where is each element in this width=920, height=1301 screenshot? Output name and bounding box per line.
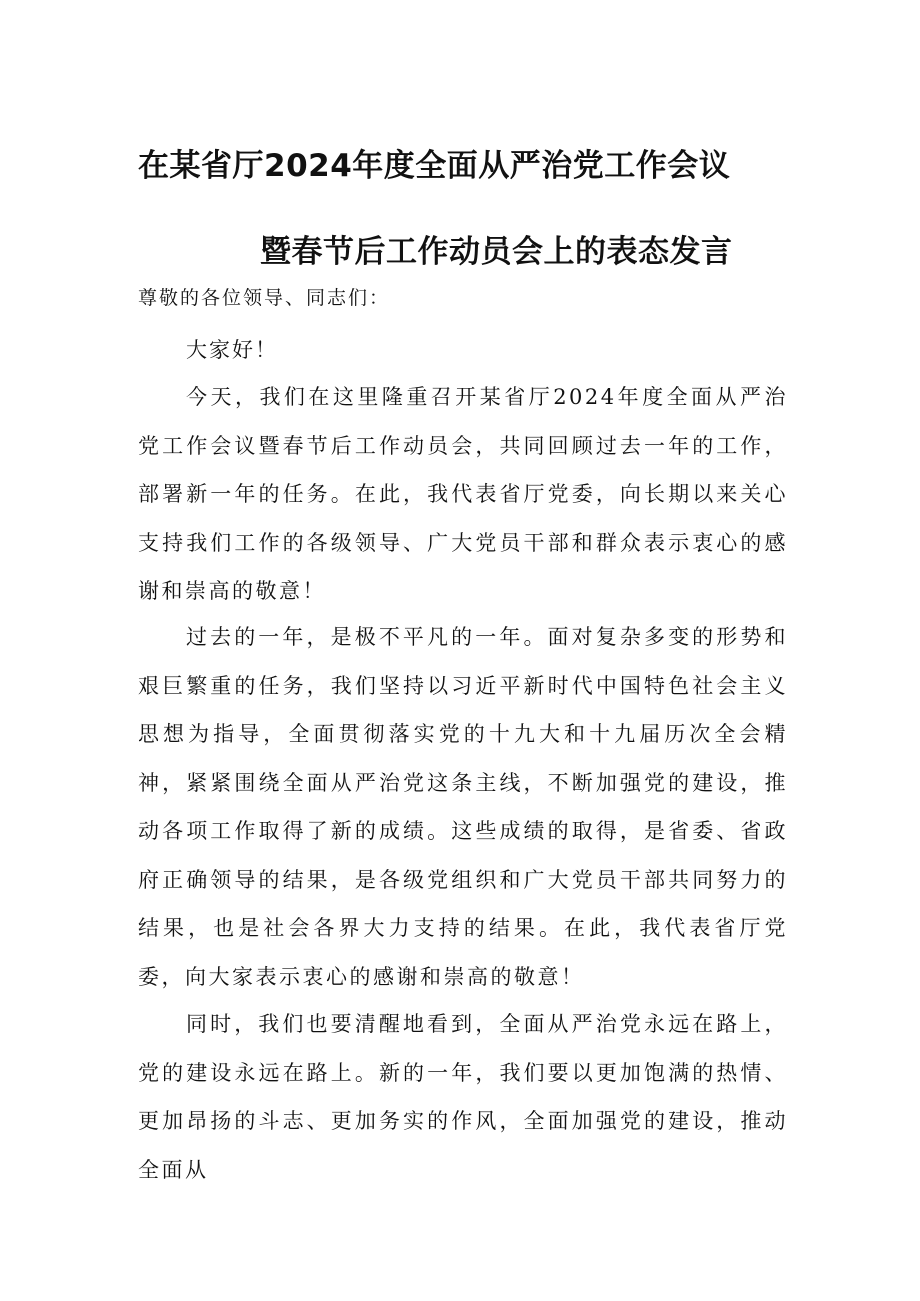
paragraph-1: 今天，我们在这里隆重召开某省厅2024年度全面从严治党工作会议暨春节后工作动员会，共同回顾过去一年的工作，部署新一年的任务。在此，我代表省厅党委，向长期以来关心支持我们工作的各级领导、广大党员干部和群众表示衷心的感谢和崇高的敬意！ — [138, 385, 788, 603]
document-title-line-2: 暨春节后工作动员会上的表态发言 — [260, 234, 733, 270]
paragraph-2: 过去的一年，是极不平凡的一年。面对复杂多变的形势和艰巨繁重的任务，我们坚持以习近平新时代中国特色社会主义思想为指导，全面贯彻落实党的十九大和十九届历次全会精神，紧紧围绕全面从严治党这条主线，不断加强党的建设，推动各项工作取得了新的成绩。这些成绩的取得，是省委、省政府正确领导的结果，是各级党组织和广大党员干部共同努力的结果，也是社会各界大力支持的结果。在此，我代表省厅党委，向大家表示衷心的感谢和崇高的敬意！ — [138, 625, 788, 989]
greeting: 大家好！ — [186, 338, 278, 362]
paragraph-3: 同时，我们也要清醒地看到，全面从严治党永远在路上，党的建设永远在路上。新的一年，我们要以更加饱满的热情、更加昂扬的斗志、更加务实的作风，全面加强党的建设，推动全面从 — [138, 1012, 788, 1182]
salutation: 尊敬的各位领导、同志们： — [138, 287, 391, 309]
document-title-line-1: 在某省厅2024年度全面从严治党工作会议 — [138, 148, 731, 184]
